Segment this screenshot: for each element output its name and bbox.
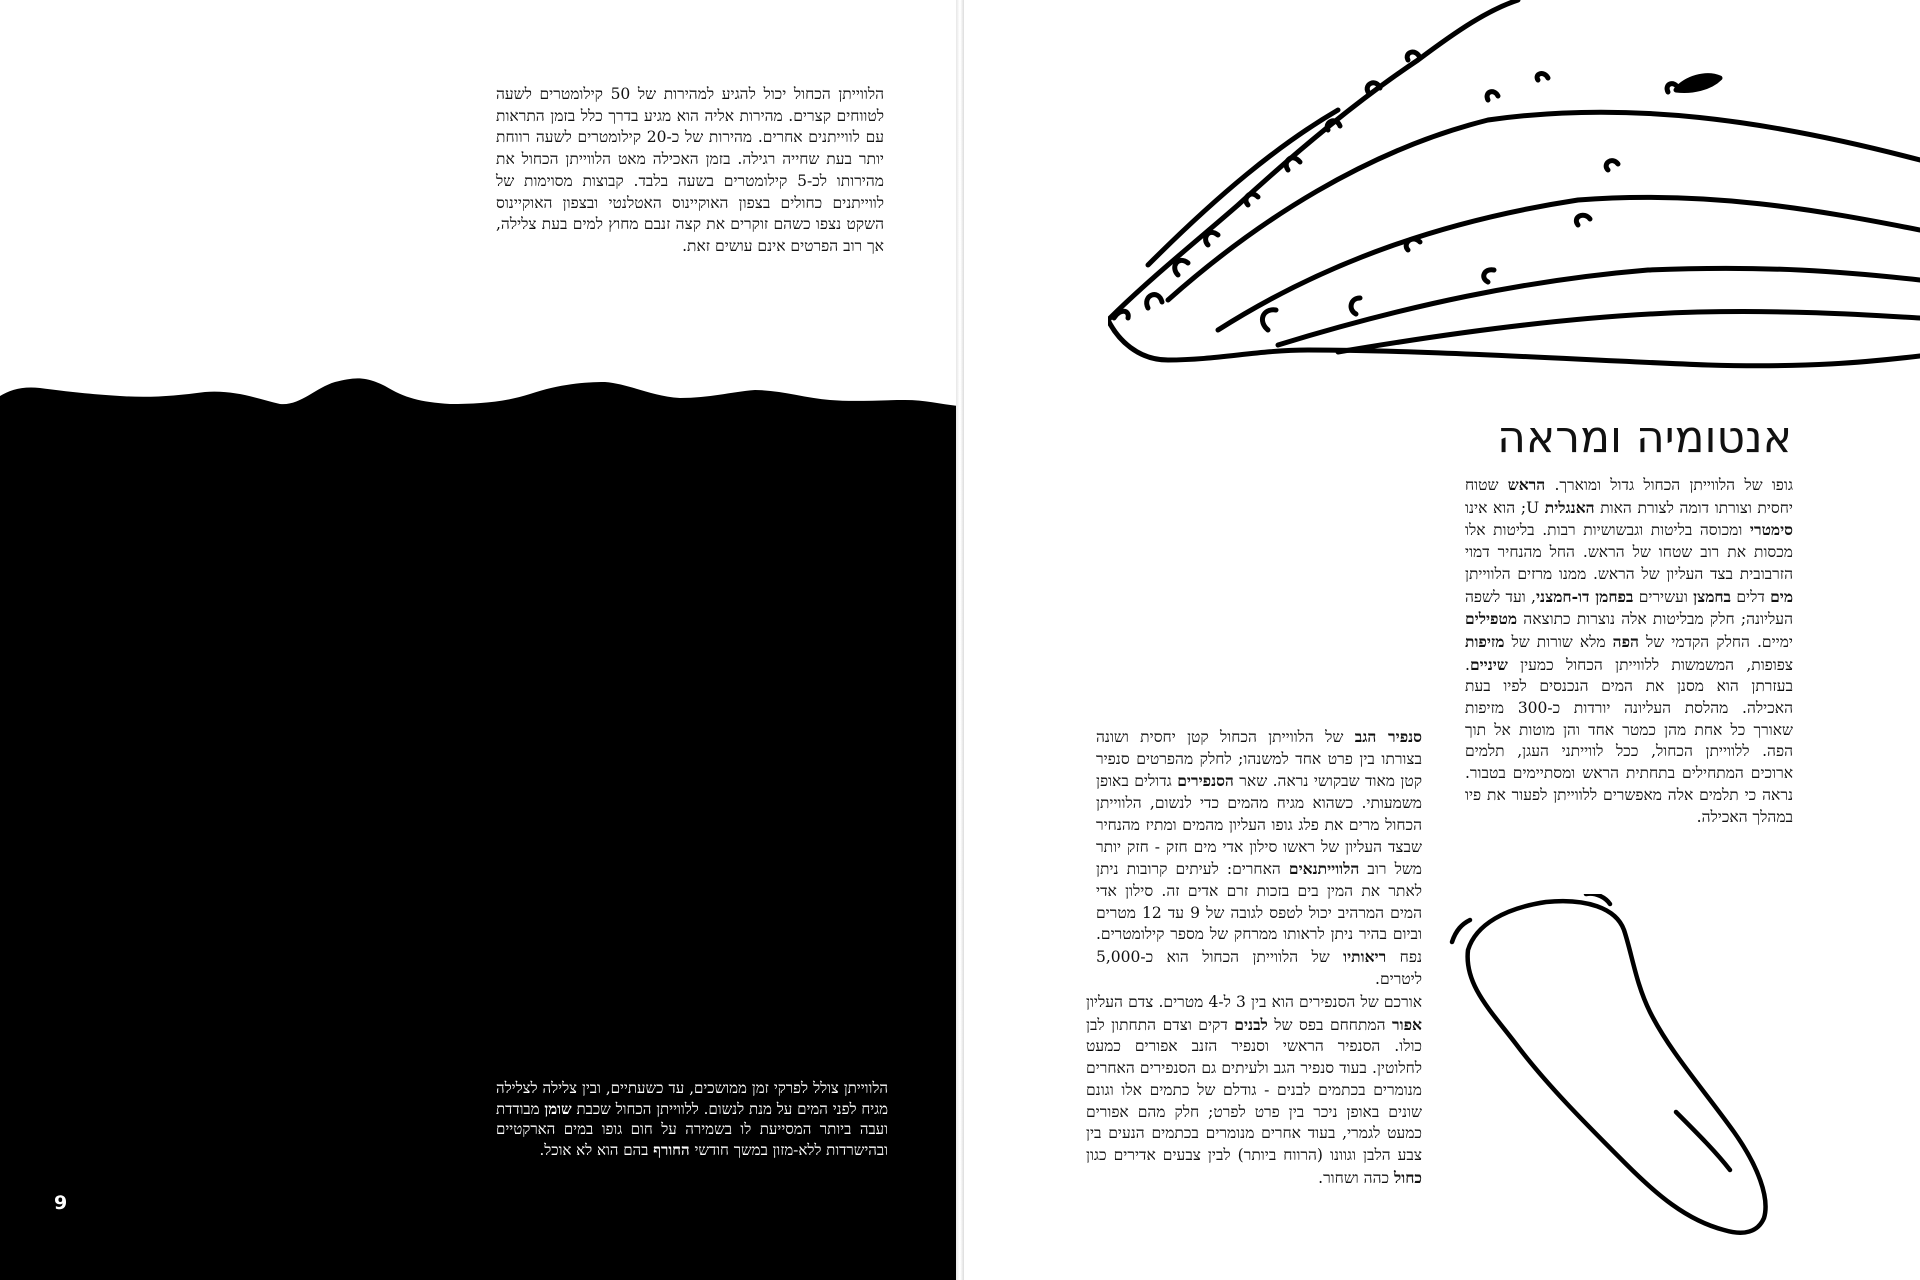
flipper-paragraph: אורכם של הסנפירים הוא בין 3 ל-4 מטרים. צדם העליון אפור המתחחם בפס של לבנים דקים וצדם התחתון לבן כולו. הסנפיר הראשי וסנפיר הזנב אפורים כמעט לחלוטין. בעוד סנפיר הגב ולעיתים גם הסנפירים האחרים מנומרים בכתמים לבנים - גודלם של כתמים אלו וגונם שונים באופן ניכר בין פרט לפרט; חלק מהם אפורים כמעט לגמרי, בעוד אחרים מנומרים בכתמים הנעים בין צבע הלבן וגוונו (הרווח ביותר) לבין צבעים אדירים כגון כחול כהה ושחור. [1086,993,1422,1187]
speed-paragraph: הלווייתן הכחול יכול להגיע למהירות של 50 קילומטרים לשעה לטווחים קצרים. מהירות אליה הוא מגיע בדרך כלל בזמן התראות עם לווייתנים אחרים. מהירות של כ-20 קילומטרים לשעה רווחת יותר בעת שחייה רגילה. בזמן האכילה מאט הלווייתן הכחול את מהירותו לכ-5 קילומטרים בשעה בלבד. קבוצות מסוימות של לווייתנים כחולים בצפון האוקיינוס האטלנטי ובצפון האוקיינוס השקט נצפו כשהם זוקרים את קצה זנבם מחוץ למים בעת צלילה, אך רוב הפרטים אינם עושים זאת. [496,85,885,255]
page-number: 9 [54,1192,68,1214]
spine-gutter [956,0,964,1280]
section-title: אנטומיה ומראה [1497,412,1792,463]
whale-head-drawing [1108,0,1920,380]
left-page [0,0,958,1280]
dorsal-fin-paragraph: סנפיר הגב של הלווייתן הכחול קטן יחסית ושונה בצורתו בין פרט אחד למשנהו; לחלק מהפרטים סנפיר קטן מאוד שבקושי נראה. שאר הסנפירים גדולים באופן משמעותי. כשהוא מגיח מהמים כדי לנשום, הלווייתן הכחול מרים את פלג גופו העליון מהמים ומתיז מהנחיר שבצד העליון של ראשו סילון אדי מים חזק - חזק יותר משל רוב הלווייתנאים האחרים: לעיתים קרובות ניתן לאתר את המין בים בזכות זרם אדים זה. סילון אדי המים המרהיב יכול לטפס לגובה של 9 עד 12 מטרים וביום בהיר ניתן לראותו ממרחק של מספר קילומטרים. נפח ריאותיו של הלווייתן הכחול הוא כ-5,000 ליטרים. [1096,727,1422,988]
anatomy-paragraph: גופו של הלווייתן הכחול גדול ומוארך. הראש שטוח יחסית וצורתו דומה לצורת האות האנגלית U; הוא אינו סימטרי ומכוסה בליטות וגבשושיות רבות. בליטות אלו מכסות את רוב שטחו של הראש. החל מהנחיר דמוי הזרבובית בצד העליון של הראש. ממנו מרזים הלווייתן מים דלים בחמצן ועשירים בפחמן דו-חמצני, ועד לשפה העליונה; חלק מבליטות אלה נוצרות כתוצאה מטפילים ימיים. החלק הקדמי של הפה מלא שורות של מזיפות צפופות, המשמשות ללווייתן הכחול כמעין שיניים. בעזרתן הוא מסנן את המים הנכנסים לפיו בעת האכילה. מהלסת העליונה יורדות כ-300 מזיפות שאורך כל אחת מהן כמטר אחד והן מוטות אל תוך הפה. ללווייתן הכחול, ככל לווייתני העגן, תלמים ארוכים המתחילים בתחתית הראש ומסתיימים בטבור. נראה כי תלמים אלה מאפשרים ללווייתן לפעור את פיו במהלך האכילה. [1465,475,1794,826]
flipper-drawing [1446,894,1776,1236]
diving-paragraph: הלווייתן צולל לפרקי זמן ממושכים, עד כשעתיים, ובין צלילה לצלילה מגיח לפני המים על מנת לנשום. ללווייתן הכחול שכבת שומן מבודדת ועבה ביותר המסייעת לו בשמירה על חום גופו במים הארקטיים ובהישרדות ללא-מזון במשך חודשי החורף בהם הוא לא אוכל. [496,1079,888,1159]
